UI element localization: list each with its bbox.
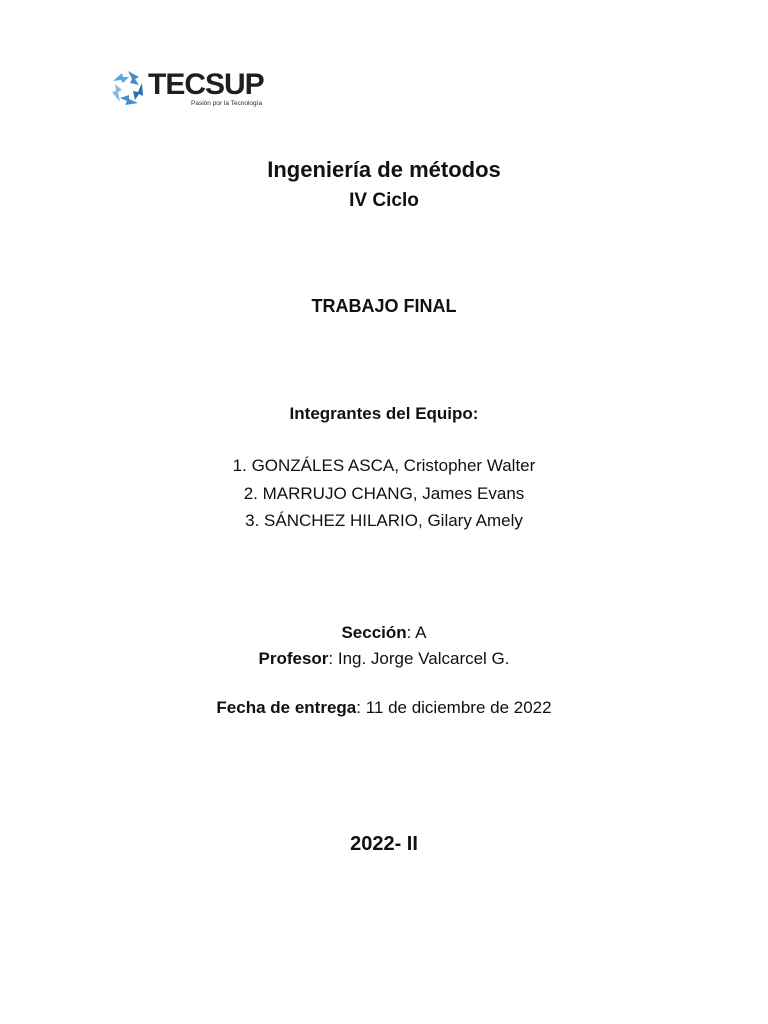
due-date-label: Fecha de entrega <box>216 698 357 717</box>
section-label: Sección <box>341 623 407 642</box>
tecsup-logo <box>108 66 268 110</box>
team-heading: Integrantes del Equipo: <box>289 404 479 423</box>
recycle-arrows-icon <box>108 68 148 108</box>
academic-period: 2022- II <box>350 833 418 855</box>
team-member: 1. GONZÁLES ASCA, Cristopher Walter <box>232 456 536 475</box>
section-value: : A <box>406 623 427 642</box>
team-member: 2. MARRUJO CHANG, James Evans <box>243 484 525 503</box>
course-cycle: IV Ciclo <box>349 190 419 211</box>
work-title: TRABAJO FINAL <box>311 296 457 316</box>
professor-label: Profesor <box>258 649 329 668</box>
course-title: Ingeniería de métodos <box>267 157 501 182</box>
professor-line <box>0 649 768 669</box>
professor-value: : Ing. Jorge Valcarcel G. <box>328 649 510 668</box>
logo-tagline: Pasión por la Tecnología <box>191 100 263 107</box>
logo-wordmark: TECSUP <box>148 68 264 101</box>
section-line <box>0 623 768 643</box>
team-member: 3. SÁNCHEZ HILARIO, Gilary Amely <box>245 511 523 530</box>
due-date-value: : 11 de diciembre de 2022 <box>356 698 552 717</box>
due-date-line <box>0 698 768 718</box>
